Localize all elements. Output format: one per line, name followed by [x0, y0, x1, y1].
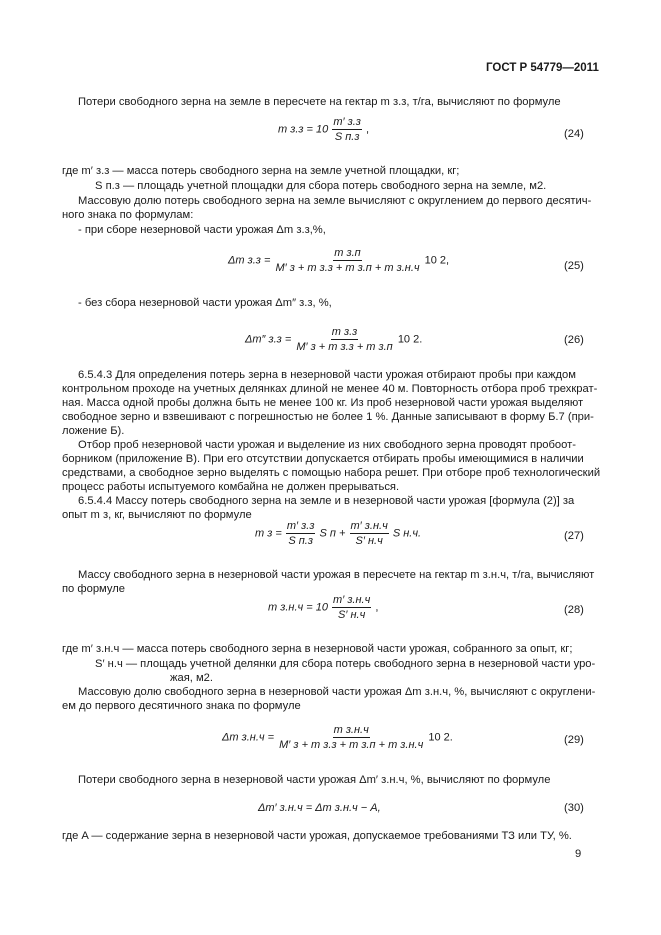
- formula-24-denominator: S п.з: [334, 131, 360, 143]
- paragraph-free-grain-fraction-1: Массовую долю свободного зерна в незерновой части урожая Δm з.н.ч, %, вычисляют с округлени-: [78, 686, 596, 698]
- formula-26-number: (26): [564, 334, 584, 346]
- formula-25-denominator: M′ з + m з.з + m з.п + m з.н.ч: [275, 262, 420, 274]
- formula-25-tail: 10 2,: [424, 254, 450, 267]
- formula-27-numerator-2: m′ з.н.ч: [350, 520, 388, 532]
- formula-28-denominator: S′ н.ч: [338, 609, 366, 621]
- section-6543-line-3: ная. Масса одной пробы должна быть не менее 100 кг. Из проб незерновой части урожая выделяют: [62, 397, 584, 409]
- where-definition-2: S п.з — площадь учетной площадки для сбора потерь свободного зерна на земле, м2.: [95, 180, 547, 192]
- formula-24-lhs: m з.з = 10: [278, 123, 329, 136]
- formula-26: [245, 326, 422, 353]
- formula-27-tail: S н.ч.: [392, 527, 422, 540]
- where-definition-5: жая, м2.: [170, 672, 214, 684]
- formula-28-numerator: m′ з.н.ч: [333, 594, 371, 606]
- sampling-paragraph-line-4: процесс работы испытуемого комбайна не должен прерываться.: [62, 481, 400, 493]
- paragraph-losses-in-straw: Потери свободного зерна в незерновой части урожая Δm′ з.н.ч, %, вычисляют по формуле: [78, 774, 551, 786]
- section-6543-line-1: 6.5.4.3 Для определения потерь зерна в незерновой части урожая отбирают пробы при каждом: [78, 369, 576, 381]
- where-definition-3: где m′ з.н.ч — масса потерь свободного зерна в незерновой части урожая, собранного за опыт, кг;: [62, 643, 573, 655]
- sampling-paragraph-line-1: Отбор проб незерновой части урожая и выделение из них свободного зерна проводят пробоот-: [78, 439, 576, 451]
- sampling-paragraph-line-3: средствами, а свободное зерно выделять с помощью набора решет. При отборе проб технологический: [62, 467, 601, 479]
- formula-25-number: (25): [564, 260, 584, 272]
- section-6543-line-4: свободное зерно и взвешивают с погрешностью не более 1 %. Данные записывают в форму Б.7 (при-: [62, 411, 594, 423]
- formula-29-lhs: Δm з.н.ч =: [222, 731, 275, 744]
- where-definition-4: S′ н.ч — площадь учетной делянки для сбора потерь свободного зерна в незерновой части уро-: [95, 658, 596, 670]
- formula-29-numerator: m з.н.ч: [333, 724, 369, 736]
- formula-28-lhs: m з.н.ч = 10: [268, 601, 328, 614]
- formula-27-middle: S п +: [319, 527, 346, 540]
- formula-24-tail: ,: [365, 123, 370, 136]
- formula-28-tail: ,: [375, 601, 379, 614]
- formula-30-number: (30): [564, 802, 584, 814]
- formula-28-number: (28): [564, 604, 584, 616]
- section-6543-line-5: ложение Б).: [62, 425, 125, 437]
- page-number: 9: [575, 848, 582, 860]
- formula-27-numerator-1: m′ з.з: [286, 520, 315, 532]
- where-definition-1: где m′ з.з — масса потерь свободного зерна на земле учетной площадки, кг;: [62, 165, 460, 177]
- formula-25: [228, 247, 449, 274]
- formula-29-number: (29): [564, 734, 584, 746]
- paragraph-free-grain-fraction-2: ем до первого десятичного знака по формуле: [62, 700, 301, 712]
- sampling-paragraph-line-2: борником (приложение В). При его отсутствии допускается отбирать пробы имеющимися в наличии: [62, 453, 584, 465]
- paragraph-mass-fraction-2: ного знака по формулам:: [62, 209, 194, 221]
- paragraph-yield-loss-intro: Потери свободного зерна на земле в пересчете на гектар m з.з, т/га, вычисляют по формуле: [78, 96, 561, 108]
- formula-29-denominator: M′ з + m з.з + m з.п + m з.н.ч: [279, 739, 424, 751]
- paragraph-free-grain-per-hectare-2: по формуле: [62, 583, 125, 595]
- formula-26-tail: 10 2.: [397, 333, 423, 346]
- formula-29-tail: 10 2.: [428, 731, 453, 744]
- formula-30: Δm′ з.н.ч = Δm з.н.ч − A,: [258, 802, 381, 814]
- formula-27-number: (27): [564, 530, 584, 542]
- section-6544-line-2: опыт m з, кг, вычисляют по формуле: [62, 509, 252, 521]
- formula-28: [268, 594, 378, 621]
- paragraph-without-collection: - без сбора незерновой части урожая Δm″ з.з, %,: [78, 297, 332, 309]
- section-6544-line-1: 6.5.4.4 Массу потерь свободного зерна на земле и в незерновой части урожая [формула (2)] за: [78, 495, 575, 507]
- formula-26-lhs: Δm″ з.з =: [245, 333, 292, 346]
- section-6543-line-2: контрольном проходе на учетных делянках длиной не менее 40 м. Повторность отбора проб трехкрат-: [62, 383, 598, 395]
- formula-27-denominator-1: S п.з: [288, 535, 313, 547]
- formula-25-lhs: Δm з.з =: [228, 254, 271, 267]
- formula-24-numerator: m′ з.з: [333, 116, 361, 128]
- formula-29: [222, 724, 453, 751]
- paragraph-free-grain-per-hectare-1: Массу свободного зерна в незерновой части урожая в пересчете на гектар m з.н.ч, т/га, вычисляют: [78, 569, 595, 581]
- paragraph-mass-fraction-3: - при сборе незерновой части урожая Δm з.з,%,: [78, 224, 326, 236]
- formula-24-number: (24): [564, 128, 584, 140]
- formula-25-numerator: m з.п: [334, 247, 361, 259]
- formula-27-lhs: m з =: [255, 527, 282, 540]
- paragraph-mass-fraction-1: Массовую долю потерь свободного зерна на земле вычисляют с округлением до первого десятич-: [78, 195, 592, 207]
- formula-26-numerator: m з.з: [331, 326, 358, 338]
- formula-27: [255, 520, 421, 547]
- formula-26-denominator: M′ з + m з.з + m з.п: [296, 341, 393, 353]
- paragraph-definition-A: где A — содержание зерна в незерновой части урожая, допускаемое требованиями ТЗ или ТУ, %.: [62, 830, 572, 842]
- document-header: ГОСТ Р 54779—2011: [486, 62, 599, 74]
- formula-24: [278, 116, 369, 143]
- formula-27-denominator-2: S′ н.ч: [355, 535, 383, 547]
